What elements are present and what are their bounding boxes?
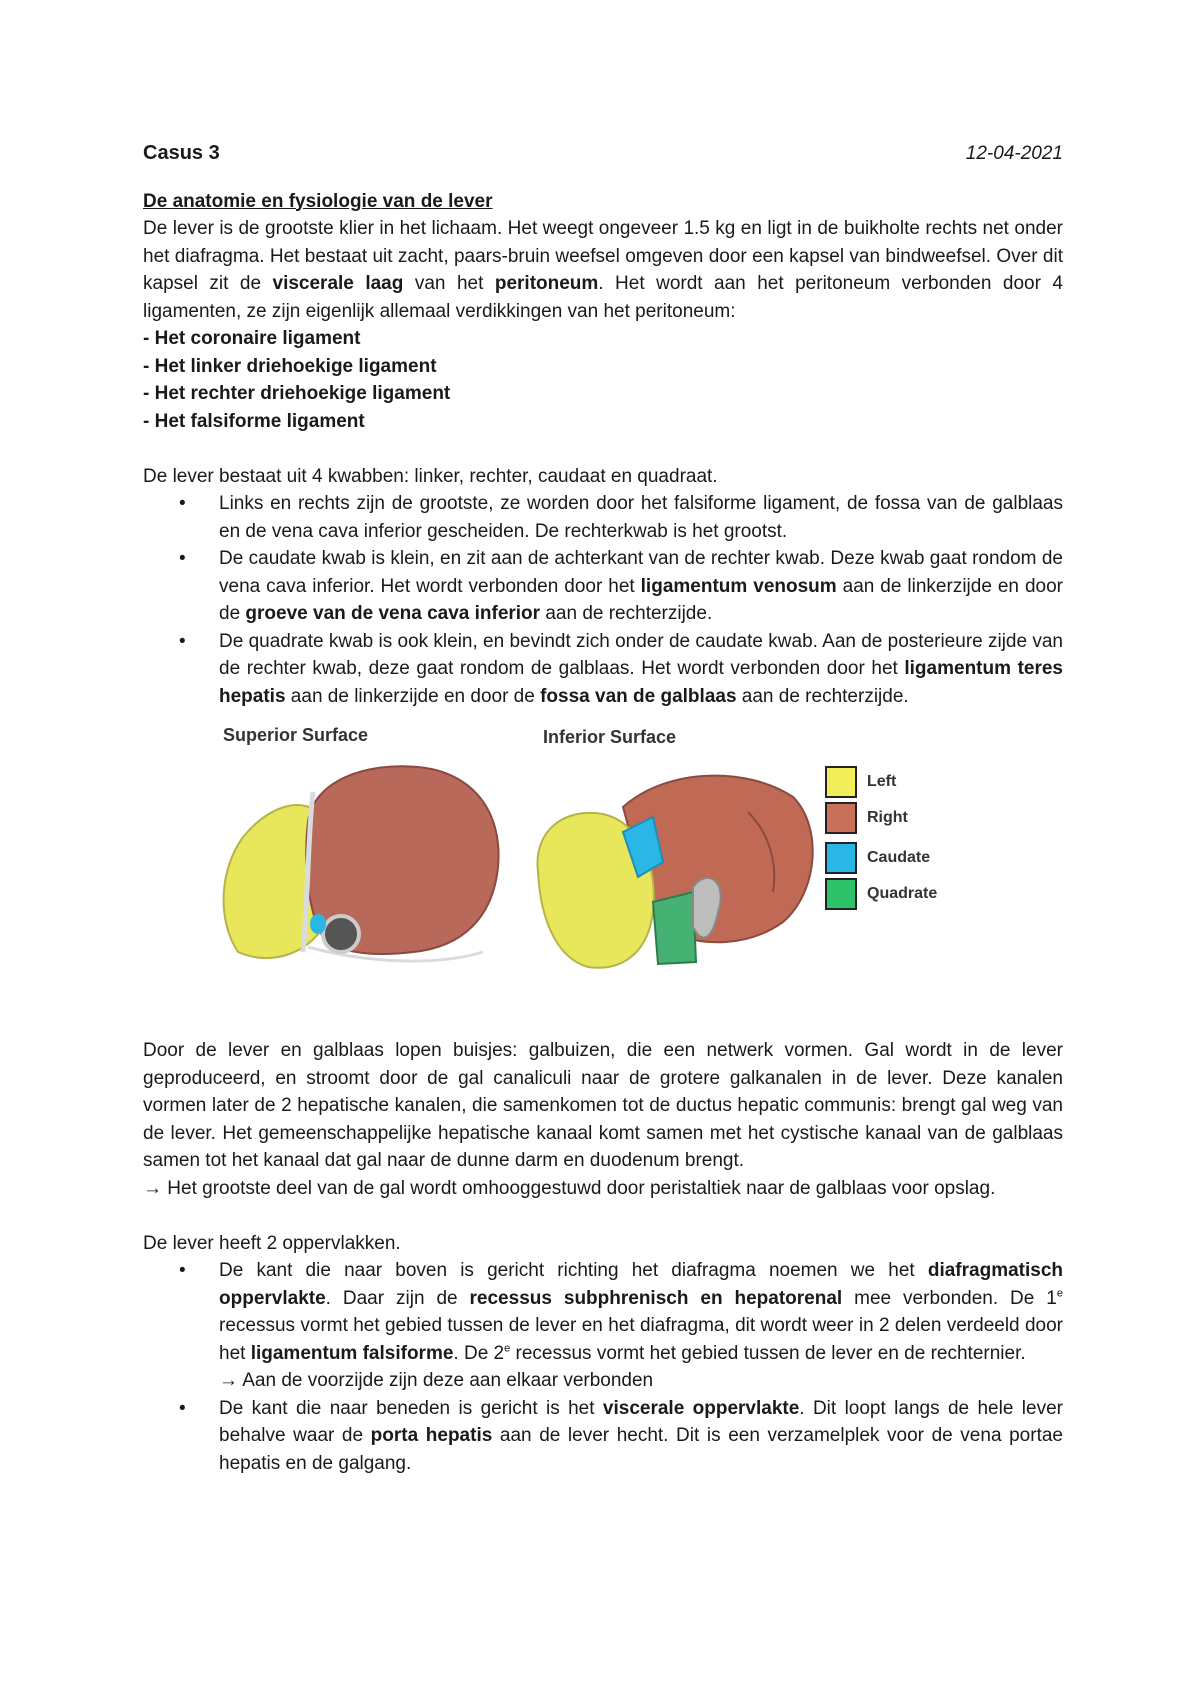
legend-swatch — [825, 802, 857, 834]
document-header — [143, 140, 1063, 168]
liver-intro-paragraph: De lever is de grootste klier in het lichaam. Het weegt ongeveer 1.5 kg en ligt in de buikholte rechts net onder het diafragma. Het bestaat uit zacht, paars-bruin weefsel omgeven door een kapsel van bindweefsel. Over dit kapsel zit de viscerale laag van het peritoneum. Het wordt aan het peritoneum verbonden door 4 ligamenten, ze zijn eigenlijk allemaal verdikkingen van het peritoneum: — [143, 218, 1063, 322]
legend-item-quadrate: Quadrate — [825, 878, 937, 910]
ligament-item: - Het coronaire ligament — [143, 328, 361, 349]
lobe-bullet-left-right: • Links en rechts zijn de grootste, ze worden door het falsiforme ligament, de fossa van de galblaas en de vena cava inferior gescheiden. De rechterkwab is het grootst. — [219, 490, 1063, 545]
ligament-list — [143, 325, 1063, 435]
surface-bullet-diaphragmatic: • De kant die naar boven is gericht richting het diafragma noemen we het diafragmatisch oppervlakte. Daar zijn de recessus subphrenisch en hepatorenal mee verbonden. De 1e recessus vormt het gebied tussen de lever en het diafragma, dit wordt weer in 2 delen verdeeld door het ligamentum falsiforme. De 2e recessus vormt het gebied tussen de lever en de rechternier. → Aan de voorzijde zijn deze aan elkaar verbonden — [219, 1257, 1063, 1395]
document-title: Casus 3 — [143, 142, 220, 164]
inferior-liver-illustration — [528, 752, 828, 982]
legend-item-right: Right — [825, 802, 908, 834]
document-date: 12-04-2021 — [965, 143, 1063, 164]
section-title-anatomy: De anatomie en fysiologie van de lever — [143, 190, 493, 212]
superior-surface-label: Superior Surface — [223, 725, 369, 745]
ligament-item: - Het falsiforme ligament — [143, 410, 365, 432]
ligament-item: - Het linker driehoekige ligament — [143, 355, 437, 377]
lobes-intro: De lever bestaat uit 4 kwabben: linker, rechter, caudaat en quadraat. — [143, 465, 718, 487]
bile-ducts-paragraph: Door de lever en galblaas lopen buisjes: galbuizen, die een netwerk vormen. Gal wordt in de lever geproduceerd, en stroomt door de gal canaliculi naar de grotere galkanalen in de lever. Deze kanalen vormen later de 2 hepatische kanalen, die samenkomen tot de ductus hepatic communis: brengt gal weg van de lever. Het gemeenschappelijke hepatische kanaal komt samen met het cystische kanaal van de galblaas samen tot het kanaal dat gal naar de dunne darm en duodenum brengt. — [143, 1040, 1063, 1171]
lobes-list — [143, 490, 1063, 710]
legend-item-left: Left — [825, 766, 896, 798]
surface-bullet-visceral: • De kant die naar beneden is gericht is het viscerale oppervlakte. Dit loopt langs de hele lever behalve waar de porta hepatis aan de lever hecht. Dit is een verzamelplek voor de vena portae hepatis en de galgang. — [219, 1395, 1063, 1478]
surface-arrow-note: → Aan de voorzijde zijn deze aan elkaar verbonden — [219, 1370, 654, 1391]
document-page — [143, 140, 1063, 1477]
legend-swatch — [825, 842, 857, 874]
superior-liver-illustration — [213, 752, 513, 982]
lobe-bullet-caudate: • De caudate kwab is klein, en zit aan de achterkant van de rechter kwab. Deze kwab gaat rondom de vena cava inferior. Het wordt verbonden door het ligamentum venosum aan de linkerzijde en door de groeve van de vena cava inferior aan de rechterzijde. — [219, 545, 1063, 628]
surfaces-list — [143, 1257, 1063, 1477]
legend-swatch — [825, 766, 857, 798]
bile-arrow-note: → Het grootste deel van de gal wordt omhooggestuwd door peristaltiek naar de galblaas voor opslag. — [143, 1177, 996, 1199]
legend-swatch — [825, 878, 857, 910]
ligament-item: - Het rechter driehoekige ligament — [143, 383, 451, 404]
surfaces-intro: De lever heeft 2 oppervlakken. — [143, 1232, 401, 1254]
lobe-bullet-quadrate: • De quadrate kwab is ook klein, en bevindt zich onder de caudate kwab. Aan de posterieure zijde van de rechter kwab, deze gaat rondom de galblaas. Het wordt verbonden door het ligamentum teres hepatis aan de linkerzijde en door de fossa van de galblaas aan de rechterzijde. — [219, 628, 1063, 711]
liver-lobes-figure — [213, 722, 1073, 997]
inferior-surface-label: Inferior Surface — [543, 727, 677, 747]
legend-item-caudate: Caudate — [825, 842, 930, 874]
